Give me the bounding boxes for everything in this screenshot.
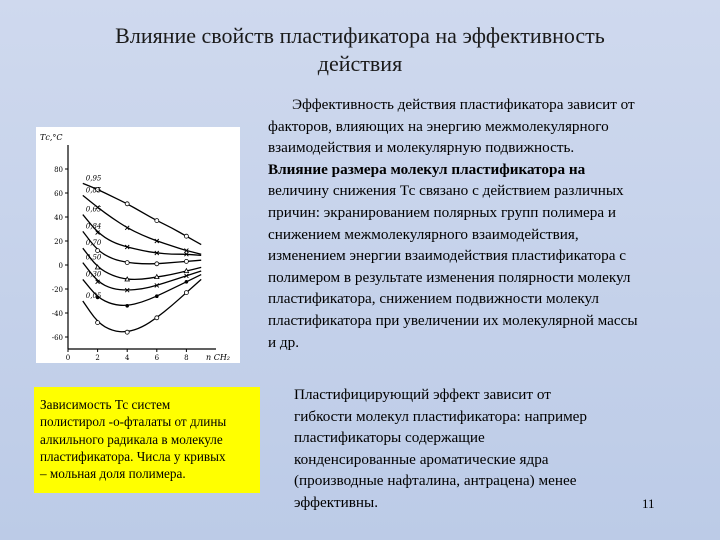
series-label: 0,95: [85, 174, 102, 183]
caption-line: алкильного радикала в молекуле: [40, 431, 223, 447]
data-point: [125, 261, 129, 265]
y-axis-label: Тс,°C: [40, 133, 63, 142]
series-label: 0,50: [85, 253, 102, 262]
data-point: [125, 304, 129, 308]
caption-line: Зависимость Тс систем: [40, 397, 171, 412]
x-tick-label: 6: [154, 354, 160, 362]
data-point: [96, 321, 100, 325]
y-tick-label: 20: [54, 238, 63, 246]
data-point: [155, 219, 159, 223]
page-number: 11: [642, 496, 655, 511]
x-tick-label: 0: [65, 354, 71, 362]
data-point: [184, 291, 188, 295]
series-label: 0,05: [85, 292, 102, 300]
data-point: [184, 269, 188, 273]
y-tick-label: -40: [51, 310, 63, 318]
paragraph-line: и др.: [268, 333, 300, 351]
y-tick-label: 80: [54, 166, 63, 174]
paragraph-line: величину снижения Тс связано с действием различных: [268, 182, 624, 200]
x-tick-label: 2: [95, 354, 100, 362]
y-tick-label: 60: [54, 190, 63, 198]
caption-line: пластификатора. Числа у кривых: [40, 448, 226, 464]
data-point: [184, 234, 188, 238]
series-label: 0,65: [85, 205, 102, 214]
data-point: [125, 202, 129, 206]
data-point: [185, 280, 189, 284]
main-paragraph: [268, 94, 714, 353]
data-point: [184, 259, 188, 263]
paragraph-line-bold: Влияние размера молекул пластификатора на: [268, 160, 586, 178]
data-point: [155, 294, 159, 298]
data-point: [125, 330, 129, 334]
paragraph-line: эффективны.: [294, 493, 379, 511]
paragraph-line: взаимодействия и молекулярную подвижность.: [268, 139, 575, 157]
x-tick-label: 8: [184, 354, 189, 362]
slide-title: [40, 22, 680, 78]
paragraph-line: полимером в результате изменения полярности молекул: [268, 268, 631, 286]
paragraph-line: конденсированные ароматические ядра: [294, 450, 549, 468]
x-tick-label: 4: [124, 354, 130, 362]
series-line: [83, 279, 201, 331]
paragraph-line: пластификаторы содержащие: [294, 429, 485, 447]
series-label: 0,85: [85, 186, 102, 195]
series-label: 0,70: [85, 239, 102, 248]
y-tick-label: -20: [51, 286, 63, 294]
y-tick-label: 0: [58, 262, 63, 270]
series-label: 0,84: [85, 222, 102, 231]
tg-chart: [36, 127, 240, 363]
data-point: [155, 262, 159, 266]
paragraph-line: гибкости молекул пластификатора: например: [294, 407, 588, 425]
paragraph-line: снижением межмолекулярного взаимодействия,: [268, 225, 579, 243]
slide-title-line-1: Влияние свойств пластификатора на эффективность: [115, 23, 605, 48]
second-paragraph: [294, 384, 624, 514]
paragraph-line: Пластифицирующий эффект зависит от: [294, 386, 551, 403]
data-point: [96, 249, 100, 253]
paragraph-line: факторов, влияющих на энергию межмолекулярного: [268, 117, 609, 135]
y-tick-label: 40: [54, 214, 63, 222]
tg-chart-figure: [36, 127, 240, 363]
paragraph-line: Эффективность действия пластификатора зависит от: [292, 96, 635, 113]
x-axis-label: n СН₂: [206, 353, 230, 362]
data-point: [155, 275, 159, 279]
slide-title-line-2: действия: [317, 51, 403, 76]
data-point: [125, 277, 129, 281]
paragraph-line: пластификатора, снижением подвижности молекул: [268, 290, 600, 308]
paragraph-line: пластификатора при увеличении их молекулярной массы: [268, 311, 638, 329]
caption-line: полистирол -о-фталаты от длины: [40, 414, 227, 430]
paragraph-line: изменением энергии взаимодействия пластификатора с: [268, 247, 626, 265]
series-label: 0,30: [85, 270, 102, 279]
caption-line: – мольная доля полимера.: [40, 466, 186, 482]
paragraph-line: (производные нафталина, антрацена) менее: [294, 472, 577, 490]
paragraph-line: причин: экранированием полярных групп полимера и: [268, 203, 617, 221]
y-tick-label: -60: [51, 334, 63, 342]
data-point: [95, 265, 99, 269]
data-point: [155, 316, 159, 320]
figure-caption: [34, 387, 260, 493]
